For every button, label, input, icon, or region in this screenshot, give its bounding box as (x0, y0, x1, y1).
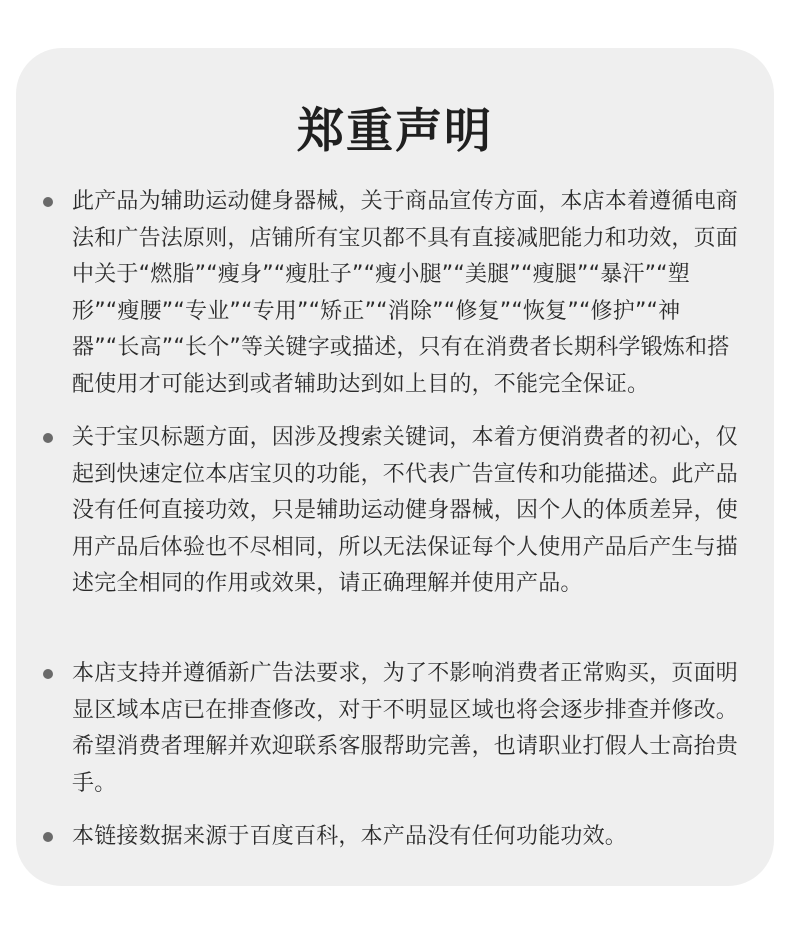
page-title: 郑重声明 (297, 104, 493, 159)
bullet-dot-icon (43, 197, 53, 207)
list-item-text: 本链接数据来源于百度百科，本产品没有任何功能功效。 (72, 824, 628, 849)
list-item-text: 本店支持并遵循新广告法要求，为了不影响消费者正常购买，页面明显区域本店已在排查修改，对于不明显区域也将会逐步排查并修改。希望消费者理解并欢迎联系客服帮助完善，也请职业打假人士高抬贵手。 (72, 661, 739, 796)
bullet-dot-icon (43, 433, 53, 443)
list-item (72, 420, 742, 603)
bullet-dot-icon (43, 832, 53, 842)
list-item-text: 此产品为辅助运动健身器械，关于商品宣传方面，本店本着遵循电商法和广告法原则，店铺所有宝贝都不具有直接减肥能力和功效，页面中关于“燃脂”“瘦身”“瘦肚子”“瘦小腿”“美腿”“瘦腿”“暴汗”“塑形”“瘦腰”“专业”“专用”“矫正”“消除”“修复”“恢复”“修护”“神器”“长高”“长个”等关键字或描述，只有在消费者长期科学锻炼和搭配使用才可能达到或者辅助达到如上目的，不能完全保证。 (72, 189, 739, 397)
list-item (72, 656, 742, 802)
list-item-text: 关于宝贝标题方面，因涉及搜索关键词，本着方便消费者的初心，仅起到快速定位本店宝贝的功能，不代表广告宣传和功能描述。此产品没有任何直接功效，只是辅助运动健身器械，因个人的体质差异，使用产品后体验也不尽相同，所以无法保证每个人使用产品后产生与描述完全相同的作用或效果，请正确理解并使用产品。 (72, 425, 739, 596)
list-item (72, 819, 742, 856)
list-item (72, 184, 742, 403)
bullet-dot-icon (43, 669, 53, 679)
